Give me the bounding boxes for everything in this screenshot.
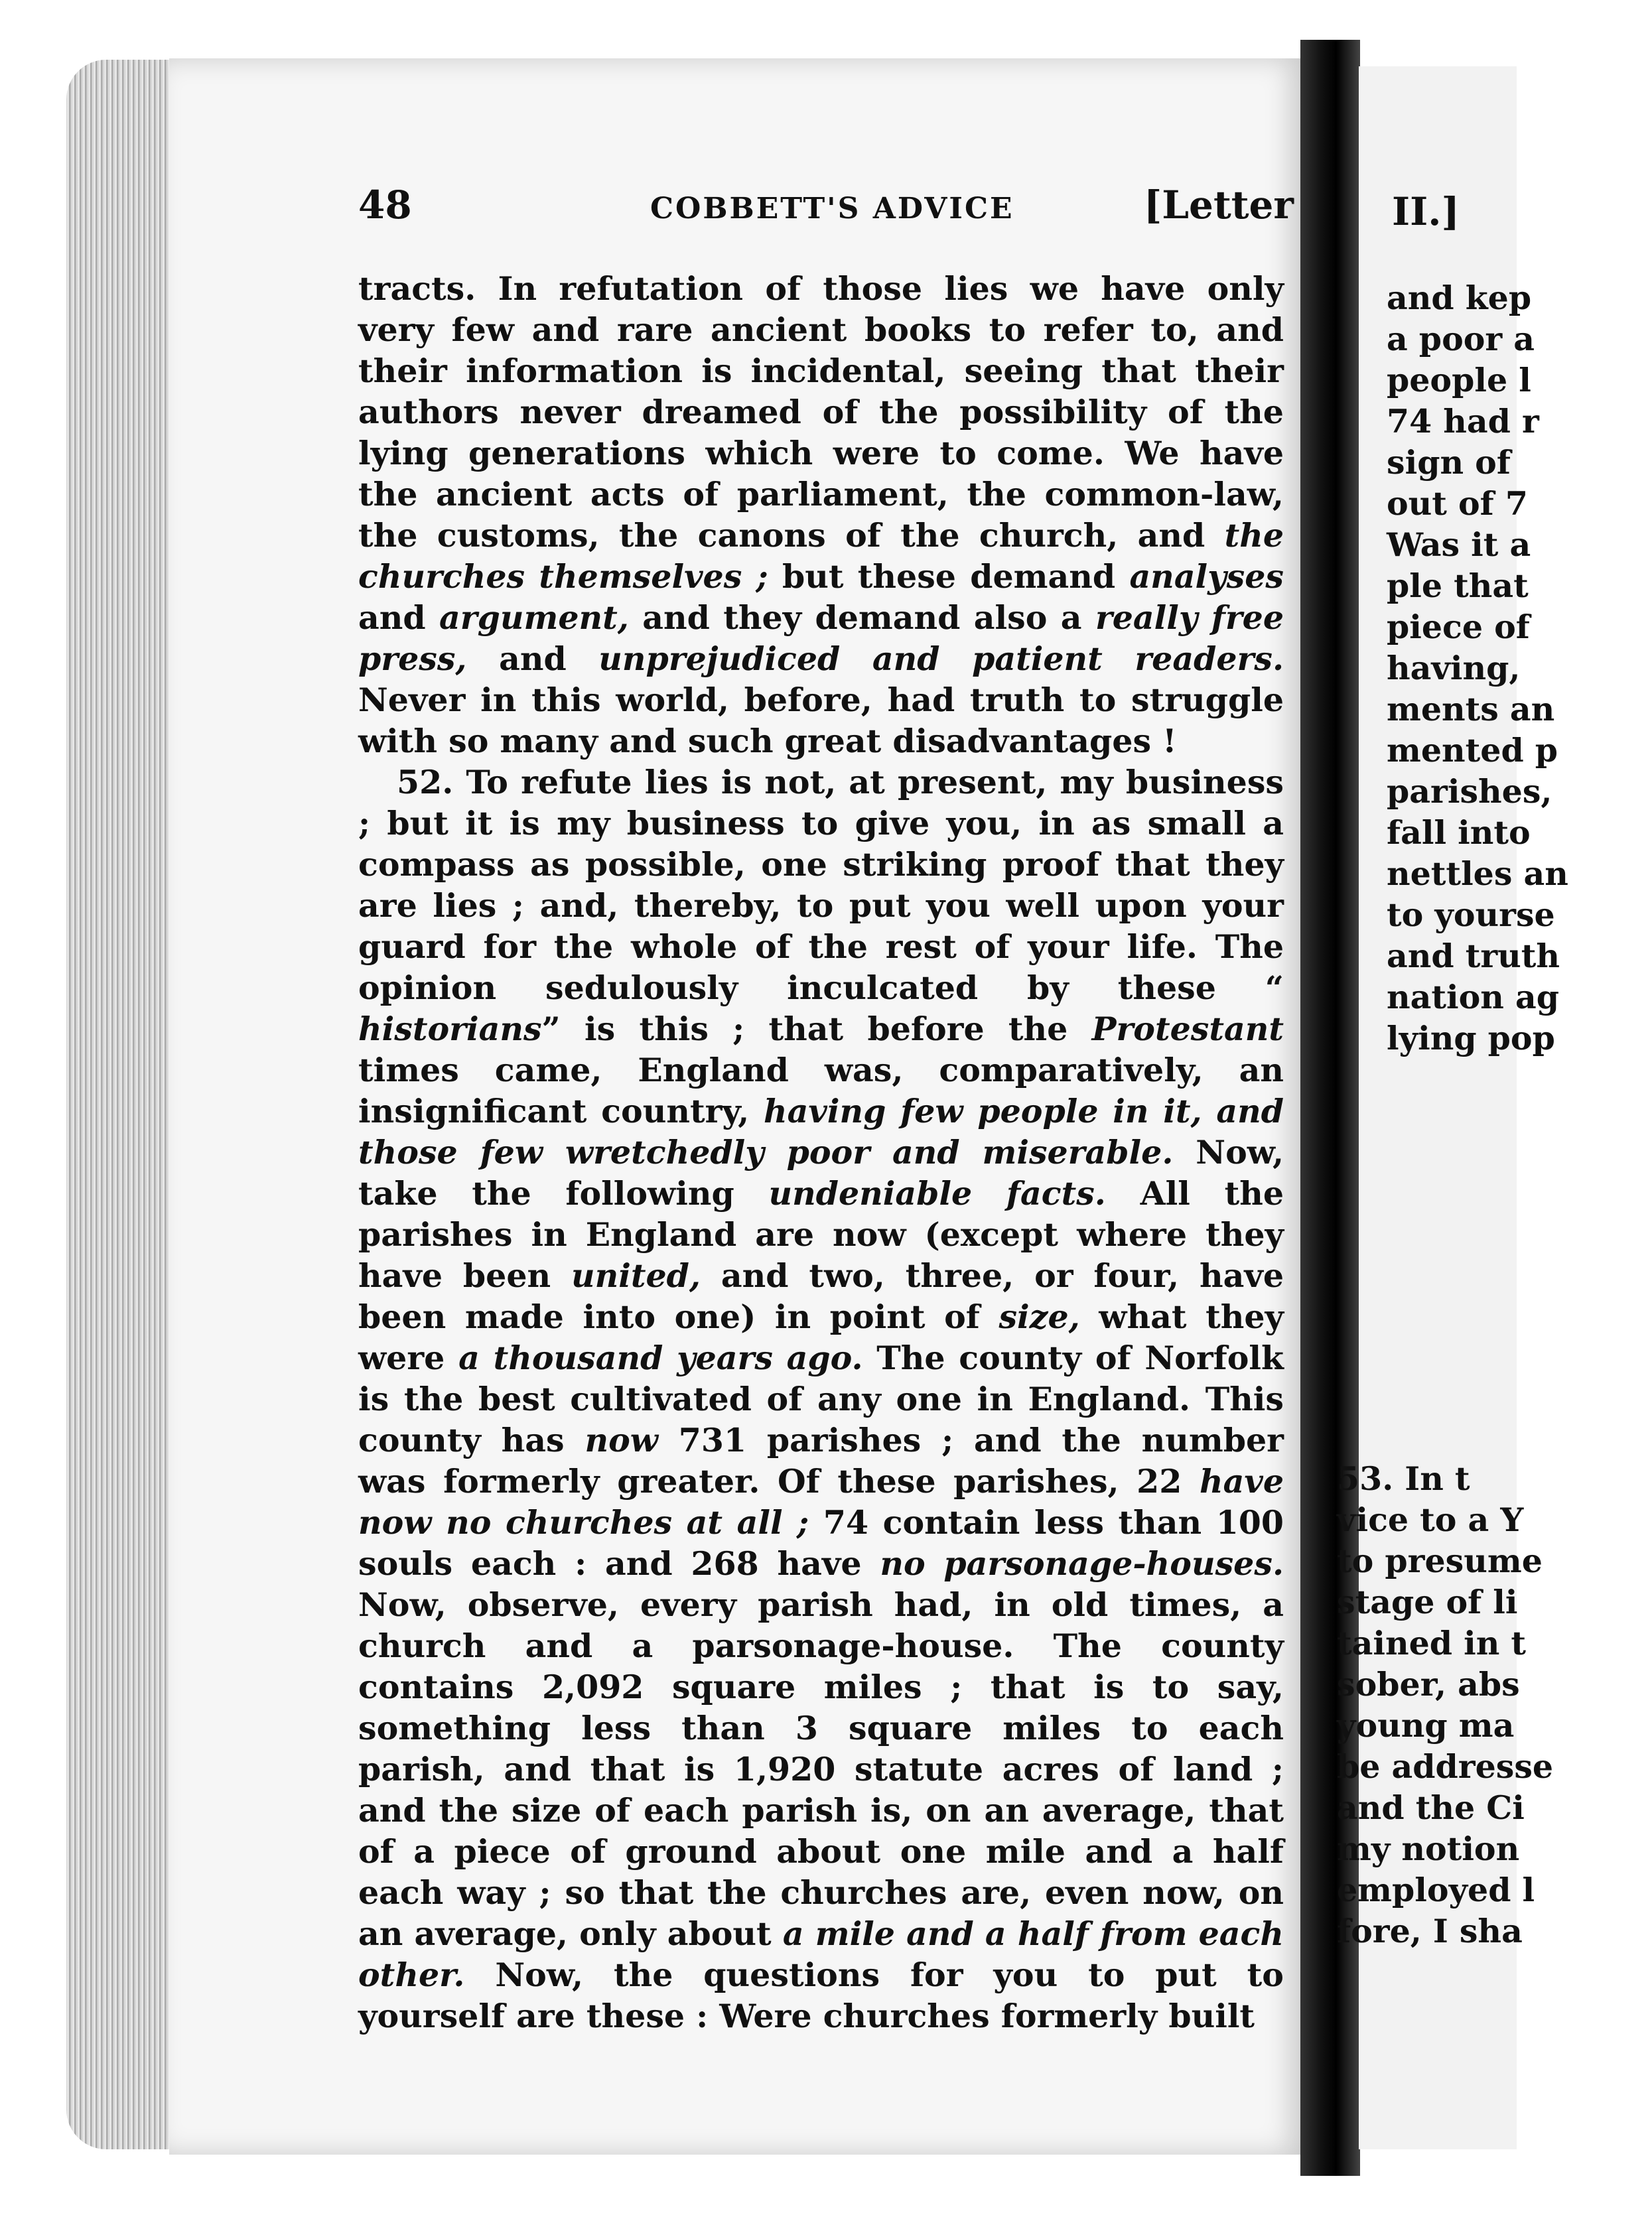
text-line: mented p (1387, 731, 1558, 770)
text-line: and kep (1387, 279, 1532, 317)
italic-text: historians (358, 1010, 542, 1048)
text-run: All the parishes in England are now (except where they have been (358, 1174, 1284, 1295)
italic-text: argument, (439, 598, 629, 637)
italic-text: no parsonage-houses. (880, 1544, 1284, 1583)
text-line: ple that (1387, 567, 1529, 605)
text-line: and truth (1387, 937, 1560, 975)
italic-text: now (585, 1421, 658, 1459)
italic-text: analyses (1129, 557, 1284, 596)
text-line: employed l (1337, 1871, 1535, 1909)
text-line: sober, abs (1337, 1665, 1520, 1704)
text-line: vice to a Y (1337, 1501, 1524, 1539)
right-page-body-top (1387, 277, 1652, 1059)
page-number: 48 (358, 182, 412, 228)
paragraph (358, 762, 1284, 2037)
text-run: and two, three, or four, have been made into one) in point of (358, 1256, 1284, 1336)
text-line: stage of li (1337, 1583, 1518, 1621)
text-line: 74 had r (1387, 402, 1539, 440)
text-line: Was it a (1387, 525, 1531, 564)
italic-text: Protestant (1091, 1010, 1284, 1048)
text-line: lying pop (1387, 1019, 1555, 1057)
text-run: what they were (358, 1298, 1284, 1377)
text-line: fore, I sha (1337, 1912, 1523, 1950)
text-line: 53. In t (1337, 1459, 1470, 1498)
italic-text: a thousand years ago. (458, 1339, 863, 1377)
right-page-header: II.] (1392, 189, 1460, 234)
text-run: 74 contain less than 100 souls each : and 268 have (358, 1503, 1284, 1583)
text-run: ” is this ; that before the (541, 1010, 1092, 1048)
text-line: ments an (1387, 690, 1555, 728)
italic-text: undeniable facts. (768, 1174, 1106, 1213)
text-run: and (358, 598, 440, 637)
text-line: and the Ci (1337, 1788, 1525, 1827)
text-line: fall into (1387, 813, 1531, 852)
italic-text: have now no churches at all ; (358, 1462, 1284, 1542)
left-page-body (358, 268, 1284, 2037)
text-line: a poor a (1387, 320, 1535, 358)
text-run: Now, observe, every parish had, in old times, a church and a parsonage-house. The county contains 2,092 square miles ; that is to say, something less than 3 square miles to each parish, and that is 1,920 statute acres of land ; and the size of each parish is, on an average, that of a piece of ground about one mile and a half each way ; so that the churches are, even now, on an average, only about (358, 1585, 1284, 1953)
italic-text: size, (998, 1298, 1080, 1336)
running-head: COBBETT'S ADVICE (650, 192, 1014, 226)
text-run: and (466, 639, 599, 678)
text-line: nettles an (1387, 854, 1568, 893)
text-run: Never in this world, before, had truth to struggle with so many and such great disadvantages ! (358, 681, 1284, 760)
text-run: The county of Norfolk is the best cultivated of any one in England. This county has (358, 1339, 1284, 1459)
left-page-header (358, 182, 1294, 235)
italic-text: having few people in it, and those few wretchedly poor and miserable. (358, 1092, 1284, 1172)
italic-text: united, (571, 1256, 701, 1295)
text-run: and they demand also a (628, 598, 1095, 637)
text-run: but these demand (768, 557, 1130, 596)
text-line: sign of (1387, 443, 1511, 482)
text-run: 731 parishes ; and the number was formerly greater. Of these parishes, 22 (358, 1421, 1284, 1501)
text-line: to yourse (1387, 896, 1555, 934)
italic-text: really free press, (358, 598, 1284, 678)
text-line: parishes, (1387, 772, 1552, 811)
text-run: times came, England was, comparatively, an insignificant country, (358, 1051, 1284, 1130)
text-line: young ma (1337, 1706, 1515, 1745)
letter-label: [Letter (1143, 182, 1294, 228)
text-run: Now, the questions for you to put to yourself are these : Were churches formerly built (358, 1956, 1284, 2035)
paragraph (358, 268, 1284, 762)
book-page-edges (66, 60, 179, 2149)
text-run: Now, take the following (358, 1133, 1284, 1213)
text-line: my notion (1337, 1830, 1520, 1868)
text-line: having, (1387, 649, 1521, 687)
text-line: be addresse (1337, 1747, 1554, 1786)
text-line: to presume (1337, 1542, 1543, 1580)
text-line: nation ag (1387, 978, 1560, 1016)
text-line: tained in t (1337, 1624, 1527, 1662)
text-line: piece of (1387, 608, 1530, 646)
text-run: 52. To refute lies is not, at present, my business ; but it is my business to give you, in as small a compass as possible, one striking proof that they are lies ; and, thereby, to put you well upon your guard for the whole of the rest of your life. The opinion sedulously inculcated by these “ (358, 763, 1284, 1007)
italic-text: a mile and a half from each other. (358, 1914, 1284, 1994)
right-page-body-bottom (1337, 1458, 1602, 1952)
text-run: tracts. In refutation of those lies we have only very few and rare ancient books to refer to, and their information is incidental, seeing that their authors never dreamed of the possibility of the lying generations which were to come. We have the ancient acts of parliament, the common-law, the customs, the canons of the church, and (358, 269, 1284, 555)
italic-text: unprejudiced and patient readers. (598, 639, 1284, 678)
italic-text: the churches themselves ; (358, 516, 1284, 596)
text-line: out of 7 (1387, 484, 1528, 523)
text-line: people l (1387, 361, 1531, 399)
